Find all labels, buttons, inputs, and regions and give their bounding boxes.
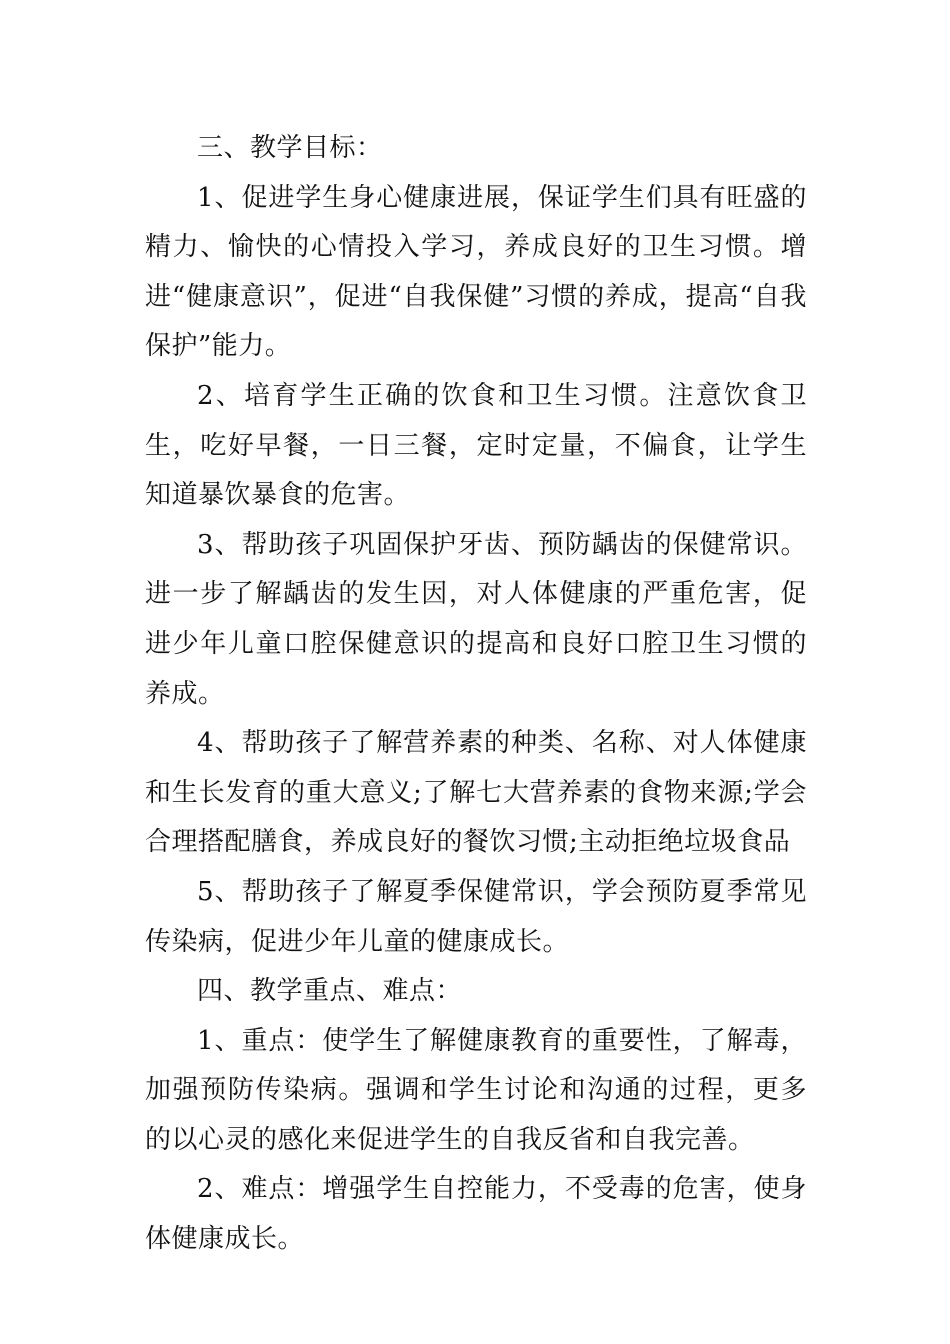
key-point-item-2: 2、难点：增强学生自控能力，不受毒的危害，使身体健康成长。 [145, 1174, 807, 1255]
objective-item-2: 2、培育学生正确的饮食和卫生习惯。注意饮食卫生，吃好早餐，一日三餐，定时定量，不偏食，让学生知道暴饮暴食的危害。 [145, 380, 807, 511]
objective-item-1: 1、促进学生身心健康进展，保证学生们具有旺盛的精力、愉快的心情投入学习，养成良好的卫生习惯。增进“健康意识”，促进“自我保健”习惯的养成，提高“自我保护”能力。 [145, 182, 807, 362]
objective-item-3: 3、帮助孩子巩固保护牙齿、预防龋齿的保健常识。进一步了解龋齿的发生因，对人体健康的严重危害，促进少年儿童口腔保健意识的提高和良好口腔卫生习惯的养成。 [145, 529, 807, 709]
objective-item-5: 5、帮助孩子了解夏季保健常识，学会预防夏季常见传染病，促进少年儿童的健康成长。 [145, 876, 807, 957]
key-point-item-1: 1、重点：使学生了解健康教育的重要性，了解毒，加强预防传染病。强调和学生讨论和沟通的过程，更多的以心灵的感化来促进学生的自我反省和自我完善。 [145, 1025, 807, 1155]
objective-item-4: 4、帮助孩子了解营养素的种类、名称、对人体健康和生长发育的重大意义;了解七大营养素的食物来源;学会合理搭配膳食，养成良好的餐饮习惯;主动拒绝垃圾食品 [145, 728, 807, 858]
document-page [145, 124, 807, 1265]
section-heading-objectives: 三、教学目标： [197, 133, 383, 163]
section-heading-key-points: 四、教学重点、难点： [197, 976, 463, 1007]
